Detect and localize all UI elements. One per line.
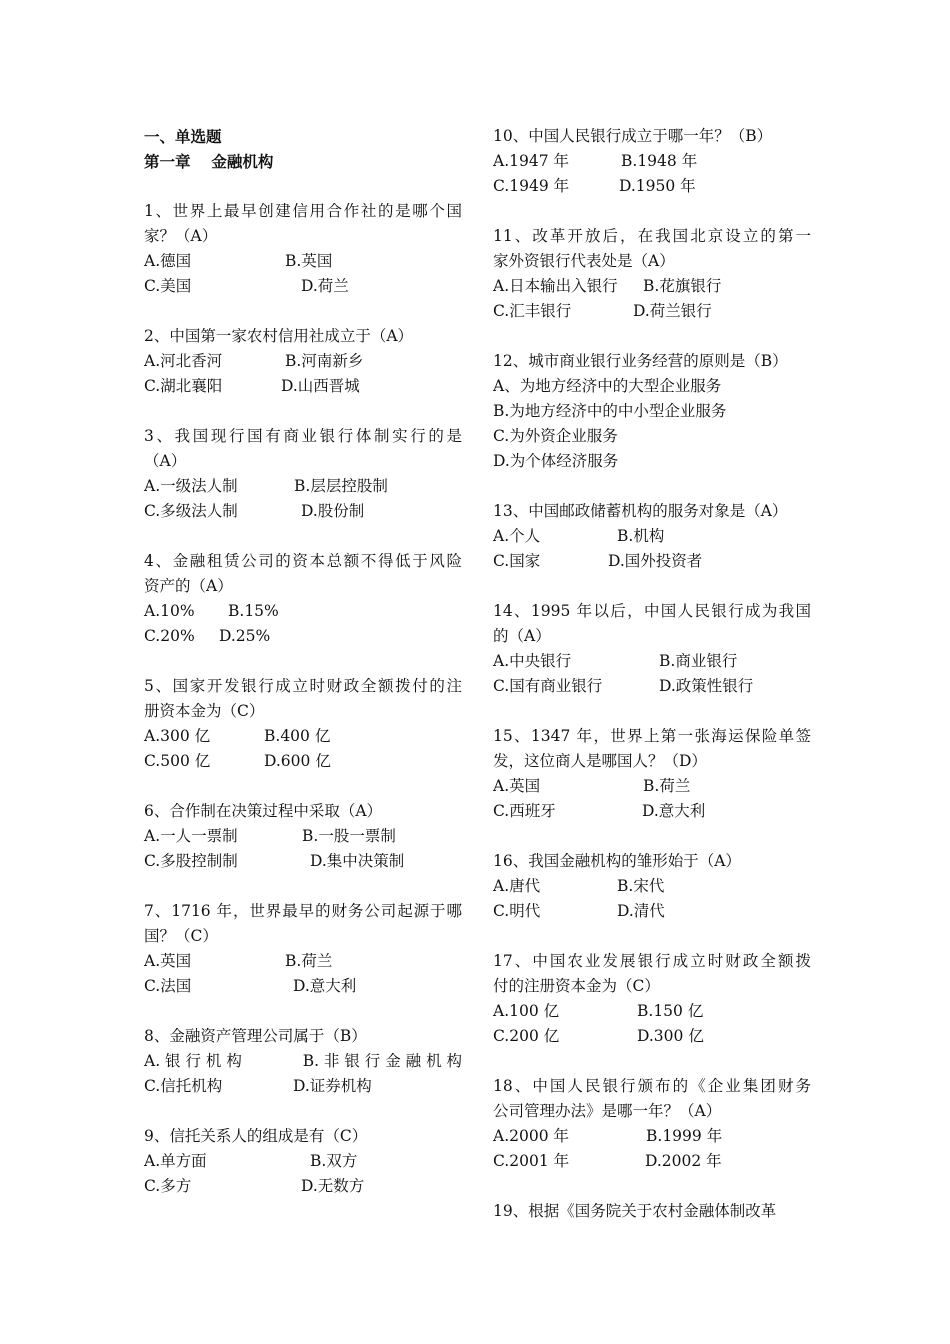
question-text: 12、城市商业银行业务经营的原则是（B） [493,352,788,370]
answer-options-row [493,1149,811,1174]
question-text: 17、中国农业发展银行成立时财政全额拨 [493,952,811,970]
answer-option: A.河北香河 [144,352,223,370]
question-text: 1、世界上最早创建信用合作社的是哪个国 [144,202,462,220]
answer-option: A.一级法人制 [144,477,238,495]
answer-option: D.集中决策制 [310,852,405,870]
answer-option: A.100 亿 [493,1002,560,1020]
answer-options-row [493,674,811,699]
answer-option: D.荷兰银行 [633,302,712,320]
question-text: 7、1716 年，世界最早的财务公司起源于哪 [144,902,462,920]
question-item [144,424,462,524]
answer-option: C.信托机构 [144,1077,223,1095]
answer-option: D.证券机构 [293,1077,372,1095]
question-item [493,949,811,1049]
answer-option: B.河南新乡 [285,352,364,370]
question-text: 5、国家开发银行成立时财政全额拨付的注 [144,677,462,695]
answer-option: B.400 亿 [264,727,331,745]
answer-option: C.明代 [493,902,541,920]
question-text: 家？（A） [144,227,218,245]
question-text: 的（A） [493,627,551,645]
answer-option: C.20% [144,627,195,645]
answer-options-row [493,799,811,824]
answer-options-row [493,1124,811,1149]
right-column [493,124,811,1224]
answer-option: A.英国 [144,952,192,970]
answer-options-row [144,1174,462,1199]
answer-options-row [144,749,462,774]
answer-option: A.日本输出入银行 [493,277,618,295]
answer-options-row [144,624,462,649]
question-item [493,599,811,699]
answer-option: B.层层控股制 [294,477,388,495]
answer-options-row [493,899,811,924]
answer-option: D.300 亿 [637,1027,704,1045]
answer-options-row [144,824,462,849]
answer-option: B.1999 年 [646,1127,723,1145]
question-item [493,124,811,199]
answer-option: C.多级法人制 [144,502,238,520]
answer-options-row [144,724,462,749]
answer-option: C.国有商业银行 [493,677,603,695]
answer-options-row [493,299,811,324]
answer-option: D.2002 年 [645,1152,722,1170]
answer-option: D.国外投资者 [608,552,703,570]
answer-option: A.300 亿 [144,727,211,745]
question-item [144,1124,462,1199]
question-text: 13、中国邮政储蓄机构的服务对象是（A） [493,502,788,520]
answer-option: A. 银 行 机 构 [144,1052,242,1070]
answer-option: C.为外资企业服务 [493,427,618,445]
answer-option: A.英国 [493,777,541,795]
answer-options-row [144,374,462,399]
question-text: 15、1347 年，世界上第一张海运保险单签 [493,727,811,745]
question-text: 10、中国人民银行成立于哪一年？（B） [493,127,773,145]
answer-options-row [144,1074,462,1099]
answer-options-row [144,349,462,374]
answer-options-row [493,774,811,799]
answer-option: D.为个体经济服务 [493,452,619,470]
question-item [493,1199,811,1224]
answer-options-row [144,474,462,499]
question-item [493,1074,811,1174]
answer-option: D.无数方 [301,1177,365,1195]
question-text: 3、我国现行国有商业银行体制实行的是 [144,427,462,445]
question-text: 4、金融租赁公司的资本总额不得低于风险 [144,552,462,570]
answer-options-row [144,949,462,974]
answer-option: C.西班牙 [493,802,556,820]
answer-option: D.600 亿 [264,752,331,770]
answer-option: B.荷兰 [285,952,333,970]
answer-option: C.湖北襄阳 [144,377,223,395]
answer-option: B.花旗银行 [643,277,722,295]
answer-options-row [493,149,811,174]
answer-option: C.汇丰银行 [493,302,572,320]
answer-options-row [493,174,811,199]
question-text: 6、合作制在决策过程中采取（A） [144,802,383,820]
answer-options-row [493,874,811,899]
question-item [493,724,811,824]
answer-option: C.2001 年 [493,1152,570,1170]
answer-options-row [144,499,462,524]
answer-options-row [144,1049,462,1074]
answer-option: A.一人一票制 [144,827,238,845]
answer-options-row [493,274,811,299]
answer-option: D.1950 年 [619,177,696,195]
answer-option: C.200 亿 [493,1027,560,1045]
answer-option: A.德国 [144,252,192,270]
answer-options-row [493,649,811,674]
answer-option: C.国家 [493,552,541,570]
answer-option: B.荷兰 [643,777,691,795]
question-text: 付的注册资本金为（C） [493,977,660,995]
question-text: 国？（C） [144,927,218,945]
answer-option: D.股份制 [301,502,365,520]
question-text: 19、根据《国务院关于农村金融体制改革 [493,1202,777,1220]
answer-option: D.荷兰 [301,277,349,295]
answer-options-row [144,274,462,299]
question-text: 册资本金为（C） [144,702,265,720]
left-column [144,124,462,1199]
answer-options-row [144,1149,462,1174]
answer-option: A.2000 年 [493,1127,569,1145]
section-title: 一、单选题 [144,127,222,146]
answer-option: A.1947 年 [493,152,569,170]
question-item [144,199,462,299]
answer-options-row [144,599,462,624]
answer-option: C.500 亿 [144,752,211,770]
question-item [493,849,811,924]
answer-option: A.个人 [493,527,541,545]
answer-option: B.1948 年 [621,152,698,170]
answer-option: B.为地方经济中的中小型企业服务 [493,402,727,420]
question-text: 资产的（A） [144,577,233,595]
question-text: （A） [144,452,187,470]
question-item [144,799,462,874]
answer-options-row [493,549,811,574]
question-text: 18、中国人民银行颁布的《企业集团财务 [493,1077,811,1095]
answer-option: B.宋代 [617,877,665,895]
answer-option: B. 非 银 行 金 融 机 构 [302,1052,462,1070]
answer-option: D.清代 [617,902,665,920]
answer-option: B.15% [228,602,279,620]
answer-option: A.单方面 [144,1152,207,1170]
answer-options-row [144,974,462,999]
answer-option: A、为地方经济中的大型企业服务 [493,377,722,395]
answer-option: C.多方 [144,1177,192,1195]
question-text: 14、1995 年以后，中国人民银行成为我国 [493,602,811,620]
question-text: 8、金融资产管理公司属于（B） [144,1027,367,1045]
answer-option: D.政策性银行 [659,677,754,695]
answer-option: A.10% [144,602,195,620]
question-item [493,499,811,574]
answer-options-row [493,1024,811,1049]
question-item [144,549,462,649]
question-item [144,899,462,999]
answer-option: D.意大利 [642,802,706,820]
question-text: 16、我国金融机构的雏形始于（A） [493,852,741,870]
question-item [144,1024,462,1099]
question-text: 公司管理办法》是哪一年？（A） [493,1102,722,1120]
question-item [144,674,462,774]
answer-option: C.美国 [144,277,192,295]
question-item [493,349,811,474]
answer-options-row [144,249,462,274]
question-text: 11、改革开放后，在我国北京设立的第一 [493,227,811,245]
answer-option: B.一股一票制 [302,827,396,845]
answer-option: B.英国 [285,252,333,270]
answer-option: D.山西晋城 [281,377,360,395]
answer-option: B.机构 [617,527,665,545]
question-text: 9、信托关系人的组成是有（C） [144,1127,368,1145]
question-text: 2、中国第一家农村信用社成立于（A） [144,327,414,345]
question-text: 家外资银行代表处是（A） [493,252,675,270]
answer-options-row [144,849,462,874]
question-text: 发，这位商人是哪国人？（D） [493,752,707,770]
answer-option: A.唐代 [493,877,541,895]
answer-options-row [493,999,811,1024]
answer-option: A.中央银行 [493,652,572,670]
answer-option: C.多股控制制 [144,852,238,870]
answer-options-row [493,524,811,549]
chapter-title: 第一章 金融机构 [144,152,274,171]
answer-option: D.意大利 [293,977,357,995]
answer-option: B.150 亿 [637,1002,704,1020]
answer-option: D.25% [219,627,271,645]
answer-option: B.双方 [310,1152,358,1170]
question-item [493,224,811,324]
question-item [144,324,462,399]
answer-option: C.法国 [144,977,192,995]
answer-option: C.1949 年 [493,177,570,195]
answer-option: B.商业银行 [659,652,738,670]
